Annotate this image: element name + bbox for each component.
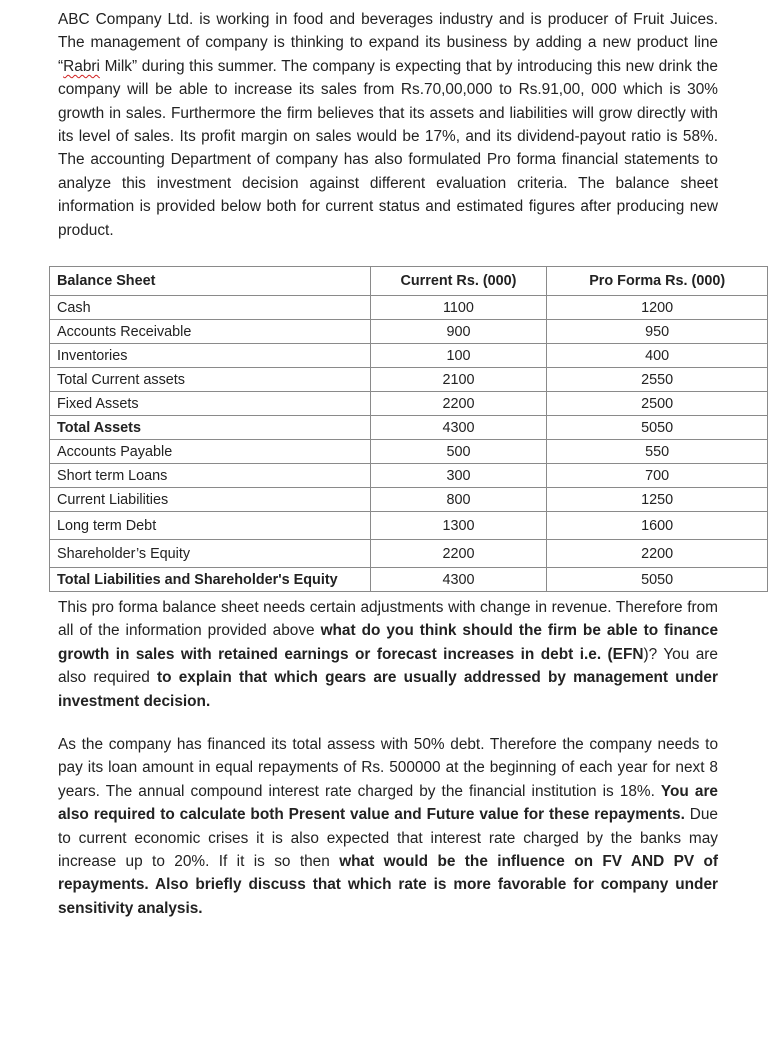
row-label: Accounts Payable (50, 440, 371, 464)
table-row (50, 320, 768, 344)
row-label: Total Assets (50, 416, 371, 440)
pro-forma-value: 2550 (547, 368, 768, 392)
intro-text-1: ABC Company Ltd. is working in food and beverages industry and is producer of Fruit Juices. The management of company is thinking to expand its business by adding a new product line “ (58, 11, 718, 75)
question-paragraph-efn (58, 596, 718, 713)
para2-text-1: This pro forma balance sheet needs certain adjustments with change in revenue. Therefore from all of the information provided above (58, 599, 718, 640)
current-value: 4300 (370, 416, 547, 440)
pro-forma-value: 700 (547, 464, 768, 488)
current-value: 1100 (370, 296, 547, 320)
table-row (50, 568, 768, 592)
pro-forma-value: 2200 (547, 540, 768, 568)
question-paragraph-pv-fv (58, 733, 718, 920)
header-balance-sheet: Balance Sheet (50, 267, 371, 296)
table-row (50, 464, 768, 488)
para3-text-1: As the company has financed its total assess with 50% debt. Therefore the company needs to pay its loan amount in equal repayments of Rs. 500000 at the beginning of each year for next 8 years. The annual compound interest rate charged by the financial institution is 18%. (58, 736, 718, 800)
header-pro-forma: Pro Forma Rs. (000) (547, 267, 768, 296)
row-label: Shareholder’s Equity (50, 540, 371, 568)
pro-forma-value: 550 (547, 440, 768, 464)
para2-bold-1: what do you think should the firm be able to finance growth in sales with retained earnings or forecast increases in debt i.e. (EFN (58, 622, 719, 663)
current-value: 800 (370, 488, 547, 512)
table-row (50, 296, 768, 320)
current-value: 300 (370, 464, 547, 488)
pro-forma-value: 1600 (547, 512, 768, 540)
row-label: Short term Loans (50, 464, 371, 488)
table-row (50, 344, 768, 368)
para2-text-2: )? You are also required (58, 645, 718, 687)
current-value: 4300 (370, 568, 547, 592)
para3-text-2: Due to current economic crises it is also expected that interest rate charged by the banks may increase up to 20%. If it is so then (58, 806, 718, 871)
current-value: 500 (370, 440, 547, 464)
pro-forma-value: 5050 (547, 416, 768, 440)
current-value: 900 (370, 320, 547, 344)
current-value: 2200 (370, 540, 547, 568)
pro-forma-value: 2500 (547, 392, 768, 416)
para3-bold-1: You are also required to calculate both Present value and Future value for these repayments. (58, 782, 718, 824)
pro-forma-value: 400 (547, 344, 768, 368)
current-value: 2100 (370, 368, 547, 392)
current-value: 1300 (370, 512, 547, 540)
row-label: Cash (50, 296, 371, 320)
current-value: 2200 (370, 392, 547, 416)
row-label: Total Liabilities and Shareholder's Equity (50, 568, 371, 592)
spellcheck-word: Rabri (63, 57, 100, 75)
pro-forma-value: 1200 (547, 296, 768, 320)
balance-sheet-table (49, 266, 768, 592)
pro-forma-value: 1250 (547, 488, 768, 512)
table-row (50, 512, 768, 540)
header-current: Current Rs. (000) (370, 267, 547, 296)
row-label: Long term Debt (50, 512, 371, 540)
para3-bold-2: what would be the influence on FV AND PV of repayments. Also briefly discuss that which rate is more favorable for company under sensitivity analysis. (58, 853, 718, 917)
table-header-row (50, 267, 768, 296)
table-row (50, 416, 768, 440)
row-label: Fixed Assets (50, 392, 371, 416)
table-row (50, 392, 768, 416)
para2-bold-2: to explain that which gears are usually addressed by management under investment decision. (58, 669, 718, 710)
row-label: Accounts Receivable (50, 320, 371, 344)
row-label: Inventories (50, 344, 371, 368)
intro-paragraph (58, 8, 718, 242)
pro-forma-value: 950 (547, 320, 768, 344)
intro-text-2: Milk” during this summer. The company is expecting that by introducing this new drink the company will be able to increase its sales from Rs.70,00,000 to Rs.91,00, 000 which is 30% growth in sales. Furthermore the firm believes that its assets and liabilities will grow directly with its level of sales. Its profit margin on sales would be 17%, and its dividend-payout ratio is 58%. The accounting Department of company has also formulated Pro forma financial statements to analyze this investment decision against different evaluation criteria. The balance sheet information is provided below both for current status and estimated figures after producing new product. (58, 57, 718, 239)
table-row (50, 488, 768, 512)
current-value: 100 (370, 344, 547, 368)
row-label: Total Current assets (50, 368, 371, 392)
pro-forma-value: 5050 (547, 568, 768, 592)
table-row (50, 440, 768, 464)
row-label: Current Liabilities (50, 488, 371, 512)
table-row (50, 368, 768, 392)
table-row (50, 540, 768, 568)
